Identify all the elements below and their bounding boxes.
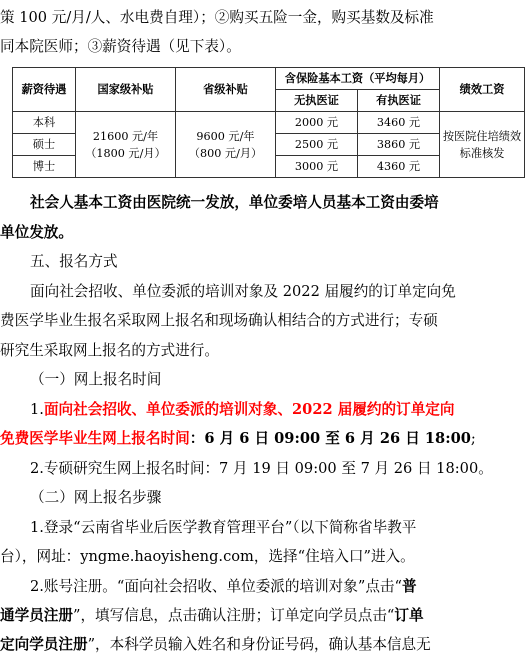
- salary-note-line-1: 社会人基本工资由医院统一发放，单位委培人员基本工资由委培: [30, 194, 439, 211]
- subsection-heading: （二）网上报名步骤: [30, 489, 162, 506]
- step-2-text: ”，填写信息，点击确认注册；订单定向学员点击“: [72, 607, 395, 624]
- national-subsidy-month: （1800 元/月）: [85, 146, 166, 160]
- step-1-line-1: 1.登录“云南省毕业后医学教育管理平台”（以下简称省毕教平: [30, 519, 417, 536]
- step-2-text: 2.账号注册。“面向社会招收、单位委派的培训对象”点击“: [30, 578, 402, 595]
- no-license-value: 2000 元: [276, 112, 358, 134]
- step-1-line-2: 台），网址：yngme.haoyisheng.com，选择“住培入口”进入。: [0, 548, 415, 565]
- salary-note-line-2: 单位发放。: [0, 224, 73, 241]
- with-license-value: 3460 元: [358, 112, 440, 134]
- header-basic-salary: 含保险基本工资（平均每月）: [276, 68, 440, 90]
- intro-line-2: 同本院医师；③薪资待遇（见下表）。: [0, 38, 241, 55]
- item-1-time: ：6 月 6 日 09:00 至 6 月 26 日 18:00: [189, 430, 471, 447]
- provincial-subsidy-month: （800 元/月）: [188, 146, 263, 160]
- with-license-value: 3860 元: [358, 134, 440, 156]
- national-subsidy-cell: [76, 112, 176, 178]
- row-level: 硕士: [13, 134, 76, 156]
- step-2-bold: 普: [401, 578, 417, 595]
- intro-line-1: 策 100 元/月/人、水电费自理）；②购买五险一金，购买基数及标准: [0, 9, 434, 26]
- item-1-number: 1.: [30, 401, 44, 418]
- section-heading: 五、报名方式: [30, 253, 118, 270]
- step-2-bold: 定向学员注册: [0, 636, 88, 653]
- with-license-value: 4360 元: [358, 156, 440, 178]
- paragraph-line: 面向社会招收、单位委派的培训对象及 2022 届履约的订单定向免: [30, 283, 456, 300]
- row-level: 博士: [13, 156, 76, 178]
- step-2-text: ”，本科学员输入姓名和身份证号码，确认基本信息无: [87, 636, 431, 653]
- step-2-line-1: [0, 577, 528, 597]
- step-2-line-2: [0, 606, 528, 626]
- provincial-subsidy-year: 9600 元/年: [196, 129, 255, 143]
- header-no-license: 无执医证: [276, 90, 358, 112]
- national-subsidy-year: 21600 元/年: [92, 129, 159, 143]
- subsection-heading: （一）网上报名时间: [30, 371, 162, 388]
- item-1-line-2: [0, 429, 528, 449]
- paragraph-line: 研究生采取网上报名的方式进行。: [0, 342, 219, 359]
- step-2-bold: 通学员注册: [0, 607, 73, 624]
- header-with-license: 有执医证: [358, 90, 440, 112]
- item-2: 2.专硕研究生网上报名时间：7 月 19 日 09:00 至 7 月 26 日 18:00。: [30, 460, 493, 477]
- step-2-bold: 订单: [394, 607, 424, 624]
- header-national-subsidy: 国家级补贴: [76, 68, 176, 112]
- salary-table: [12, 67, 525, 178]
- item-1-red-text: 免费医学毕业生网上报名时间: [0, 430, 190, 447]
- step-2-line-3: [0, 635, 528, 655]
- performance-line-2: 标准核发: [459, 146, 505, 160]
- paragraph-line: 费医学毕业生报名采取网上报名和现场确认相结合的方式进行；专硕: [0, 312, 438, 329]
- row-level: 本科: [13, 112, 76, 134]
- header-provincial-subsidy: 省级补贴: [176, 68, 276, 112]
- header-salary-type: 薪资待遇: [13, 68, 76, 112]
- performance-cell: [440, 112, 525, 178]
- item-1-line-1: [0, 400, 528, 420]
- provincial-subsidy-cell: [176, 112, 276, 178]
- item-1-end: ;: [470, 430, 476, 447]
- header-performance-salary: 绩效工资: [440, 68, 525, 112]
- item-1-red-text: 面向社会招收、单位委派的培训对象、2022 届履约的订单定向: [43, 401, 455, 418]
- no-license-value: 2500 元: [276, 134, 358, 156]
- performance-line-1: 按医院住培绩效: [442, 129, 522, 143]
- no-license-value: 3000 元: [276, 156, 358, 178]
